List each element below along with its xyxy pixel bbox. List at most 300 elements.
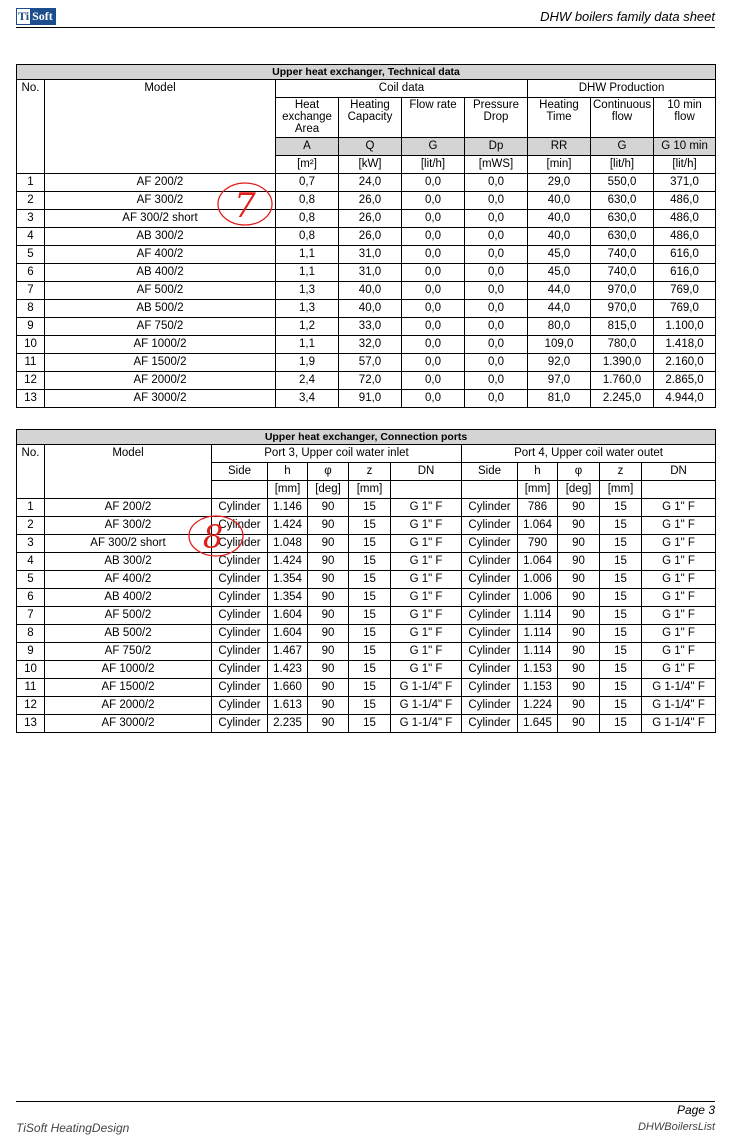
data-cell: 0,0 xyxy=(402,336,465,354)
col-header-unit: [lit/h] xyxy=(402,156,465,174)
data-cell: 1.604 xyxy=(268,625,308,643)
data-cell: 780,0 xyxy=(591,336,654,354)
col-header-symbol: G xyxy=(591,138,654,156)
data-cell: 90 xyxy=(558,697,600,715)
row-number: 1 xyxy=(17,499,45,517)
model-name: AB 400/2 xyxy=(45,264,276,282)
data-cell: 90 xyxy=(308,625,349,643)
data-cell: 15 xyxy=(600,499,642,517)
table-row xyxy=(17,228,716,246)
row-number: 9 xyxy=(17,318,45,336)
data-cell: 15 xyxy=(349,535,391,553)
row-number: 2 xyxy=(17,517,45,535)
model-name: AF 1000/2 xyxy=(45,336,276,354)
data-cell: Cylinder xyxy=(462,679,518,697)
data-cell: 0,0 xyxy=(402,300,465,318)
row-number: 6 xyxy=(17,589,45,607)
table-row xyxy=(17,246,716,264)
data-cell: 90 xyxy=(308,535,349,553)
data-cell: 1.100,0 xyxy=(654,318,716,336)
data-cell: 1.760,0 xyxy=(591,372,654,390)
data-cell: Cylinder xyxy=(462,553,518,571)
table-row xyxy=(17,300,716,318)
row-number: 4 xyxy=(17,228,45,246)
col-header-label: h xyxy=(268,463,308,481)
table-row xyxy=(17,679,716,697)
data-cell: 90 xyxy=(308,571,349,589)
data-cell: 1.114 xyxy=(518,607,558,625)
data-cell: G 1" F xyxy=(642,571,716,589)
col-header-unit: [lit/h] xyxy=(591,156,654,174)
data-cell: 0,0 xyxy=(465,264,528,282)
data-cell: Cylinder xyxy=(462,499,518,517)
data-cell: 40,0 xyxy=(339,300,402,318)
data-cell: Cylinder xyxy=(212,661,268,679)
data-cell: 0,7 xyxy=(276,174,339,192)
data-cell: 15 xyxy=(349,517,391,535)
data-cell: 1.613 xyxy=(268,697,308,715)
data-cell: G 1" F xyxy=(642,661,716,679)
data-cell: 790 xyxy=(518,535,558,553)
logo-part-ti: Ti xyxy=(18,9,30,23)
row-number: 6 xyxy=(17,264,45,282)
data-cell: 1.006 xyxy=(518,571,558,589)
data-cell: 90 xyxy=(308,517,349,535)
handwritten-marker-7 xyxy=(216,180,274,228)
data-cell: 970,0 xyxy=(591,282,654,300)
data-cell: 40,0 xyxy=(528,192,591,210)
data-cell: 0,0 xyxy=(402,354,465,372)
model-name: AB 400/2 xyxy=(45,589,212,607)
footer-divider xyxy=(16,1101,715,1102)
data-cell: 616,0 xyxy=(654,264,716,282)
col-header-model: Model xyxy=(45,445,212,499)
data-cell: Cylinder xyxy=(212,517,268,535)
row-number: 9 xyxy=(17,643,45,661)
data-cell: Cylinder xyxy=(212,715,268,733)
col-header-symbol: Q xyxy=(339,138,402,156)
data-cell: 1,3 xyxy=(276,282,339,300)
data-cell: 90 xyxy=(558,625,600,643)
data-cell: 90 xyxy=(558,643,600,661)
data-cell: 24,0 xyxy=(339,174,402,192)
row-number: 13 xyxy=(17,715,45,733)
data-cell: 616,0 xyxy=(654,246,716,264)
model-name: AF 750/2 xyxy=(45,643,212,661)
data-cell: G 1" F xyxy=(642,499,716,517)
data-cell: 44,0 xyxy=(528,300,591,318)
model-name: AF 300/2 short xyxy=(45,210,276,228)
model-name: AB 500/2 xyxy=(45,625,212,643)
data-cell: 1.354 xyxy=(268,589,308,607)
data-cell: 15 xyxy=(600,553,642,571)
data-cell: Cylinder xyxy=(462,535,518,553)
group-header-coil-data: Coil data xyxy=(276,80,528,98)
col-header-label: Pressure Drop xyxy=(465,98,528,138)
data-cell: 0,0 xyxy=(465,192,528,210)
data-cell: 1.064 xyxy=(518,517,558,535)
row-number: 5 xyxy=(17,246,45,264)
data-cell: 40,0 xyxy=(528,228,591,246)
data-cell: 786 xyxy=(518,499,558,517)
col-header-symbol: A xyxy=(276,138,339,156)
col-header-symbol: G 10 min xyxy=(654,138,716,156)
data-cell: Cylinder xyxy=(212,589,268,607)
table-row xyxy=(17,697,716,715)
data-cell: 33,0 xyxy=(339,318,402,336)
data-cell: 57,0 xyxy=(339,354,402,372)
table-row xyxy=(17,318,716,336)
data-cell: Cylinder xyxy=(212,607,268,625)
col-header-label: DN xyxy=(391,463,462,481)
data-cell: 72,0 xyxy=(339,372,402,390)
col-header-unit: [m²] xyxy=(276,156,339,174)
connection-ports-caption: Upper heat exchanger, Connection ports xyxy=(17,430,716,445)
data-cell: 31,0 xyxy=(339,264,402,282)
data-cell: 92,0 xyxy=(528,354,591,372)
col-header-label: Continuous flow xyxy=(591,98,654,138)
model-name: AF 500/2 xyxy=(45,282,276,300)
model-name: AF 3000/2 xyxy=(45,715,212,733)
data-cell: 15 xyxy=(349,679,391,697)
data-cell: 1.424 xyxy=(268,553,308,571)
col-header-unit xyxy=(212,481,268,499)
data-cell: 90 xyxy=(558,607,600,625)
document-title: DHW boilers family data sheet xyxy=(540,9,715,24)
data-cell: 1.153 xyxy=(518,679,558,697)
col-header-label: DN xyxy=(642,463,716,481)
data-cell: 1.660 xyxy=(268,679,308,697)
data-cell: 90 xyxy=(308,607,349,625)
row-number: 4 xyxy=(17,553,45,571)
data-cell: 109,0 xyxy=(528,336,591,354)
data-cell: 0,8 xyxy=(276,210,339,228)
data-cell: 0,0 xyxy=(465,372,528,390)
row-number: 7 xyxy=(17,282,45,300)
table-row xyxy=(17,282,716,300)
data-cell: 90 xyxy=(308,499,349,517)
data-cell: G 1-1/4" F xyxy=(642,715,716,733)
data-cell: 2,4 xyxy=(276,372,339,390)
data-cell: Cylinder xyxy=(462,607,518,625)
data-cell: 0,0 xyxy=(402,210,465,228)
data-cell: G 1" F xyxy=(391,625,462,643)
technical-data-table xyxy=(16,64,716,408)
model-name: AF 200/2 xyxy=(45,174,276,192)
table-row xyxy=(17,192,716,210)
col-header-label: z xyxy=(600,463,642,481)
data-cell: 15 xyxy=(600,589,642,607)
col-header-label: Heat exchange Area xyxy=(276,98,339,138)
data-cell: Cylinder xyxy=(212,499,268,517)
data-cell: Cylinder xyxy=(212,679,268,697)
data-cell: 15 xyxy=(600,679,642,697)
group-header-dhw-production: DHW Production xyxy=(528,80,716,98)
data-cell: 1.467 xyxy=(268,643,308,661)
table-row xyxy=(17,174,716,192)
table-row xyxy=(17,625,716,643)
data-cell: G 1" F xyxy=(391,589,462,607)
row-number: 10 xyxy=(17,661,45,679)
data-cell: 0,0 xyxy=(402,228,465,246)
data-cell: 32,0 xyxy=(339,336,402,354)
row-number: 1 xyxy=(17,174,45,192)
footer-document-id: DHWBoilersList xyxy=(637,1121,715,1133)
data-cell: Cylinder xyxy=(212,625,268,643)
table-row xyxy=(17,715,716,733)
row-number: 11 xyxy=(17,354,45,372)
col-header-unit: [mWS] xyxy=(465,156,528,174)
data-cell: 769,0 xyxy=(654,282,716,300)
data-cell: 630,0 xyxy=(591,192,654,210)
data-cell: 0,0 xyxy=(402,264,465,282)
data-cell: 90 xyxy=(308,697,349,715)
table-row xyxy=(17,643,716,661)
data-cell: 90 xyxy=(558,499,600,517)
data-cell: 91,0 xyxy=(339,390,402,408)
data-cell: Cylinder xyxy=(462,697,518,715)
data-cell: 15 xyxy=(600,517,642,535)
model-name: AF 300/2 xyxy=(45,517,212,535)
data-cell: G 1" F xyxy=(642,589,716,607)
col-header-model: Model xyxy=(45,80,276,174)
data-cell: 1.146 xyxy=(268,499,308,517)
data-cell: Cylinder xyxy=(462,571,518,589)
col-header-unit xyxy=(642,481,716,499)
data-cell: G 1" F xyxy=(391,571,462,589)
data-cell: 90 xyxy=(558,679,600,697)
data-cell: 40,0 xyxy=(339,282,402,300)
data-cell: 1.064 xyxy=(518,553,558,571)
data-cell: 40,0 xyxy=(528,210,591,228)
data-cell: 15 xyxy=(349,553,391,571)
data-cell: 0,8 xyxy=(276,192,339,210)
data-cell: 15 xyxy=(349,661,391,679)
data-cell: 15 xyxy=(600,697,642,715)
data-cell: 1,1 xyxy=(276,246,339,264)
data-cell: 0,8 xyxy=(276,228,339,246)
data-cell: G 1-1/4" F xyxy=(391,679,462,697)
table-row xyxy=(17,535,716,553)
data-cell: 90 xyxy=(558,517,600,535)
data-cell: G 1" F xyxy=(642,625,716,643)
page-number: Page 3 xyxy=(676,1103,715,1117)
data-cell: 1.224 xyxy=(518,697,558,715)
model-name: AF 1500/2 xyxy=(45,354,276,372)
data-cell: 90 xyxy=(558,571,600,589)
data-cell: 0,0 xyxy=(465,246,528,264)
col-header-label: Side xyxy=(462,463,518,481)
table-row xyxy=(17,210,716,228)
table-row xyxy=(17,517,716,535)
data-cell: 45,0 xyxy=(528,264,591,282)
col-header-unit xyxy=(391,481,462,499)
data-cell: G 1" F xyxy=(391,643,462,661)
data-cell: 81,0 xyxy=(528,390,591,408)
col-header-unit xyxy=(462,481,518,499)
model-name: AF 3000/2 xyxy=(45,390,276,408)
row-number: 10 xyxy=(17,336,45,354)
data-cell: 0,0 xyxy=(402,174,465,192)
data-cell: 630,0 xyxy=(591,210,654,228)
data-cell: 1.645 xyxy=(518,715,558,733)
group-header-port4: Port 4, Upper coil water outet xyxy=(462,445,716,463)
data-cell: 15 xyxy=(600,571,642,589)
data-cell: 1,3 xyxy=(276,300,339,318)
connection-ports-table xyxy=(16,429,716,733)
data-cell: Cylinder xyxy=(462,589,518,607)
data-cell: G 1" F xyxy=(391,535,462,553)
col-header-label: 10 min flow xyxy=(654,98,716,138)
data-cell: G 1" F xyxy=(642,607,716,625)
data-cell: G 1" F xyxy=(642,643,716,661)
data-cell: 371,0 xyxy=(654,174,716,192)
data-cell: 0,0 xyxy=(465,318,528,336)
data-cell: Cylinder xyxy=(462,625,518,643)
data-cell: 970,0 xyxy=(591,300,654,318)
footer-product-name: TiSoft HeatingDesign xyxy=(16,1121,130,1135)
data-cell: Cylinder xyxy=(462,715,518,733)
data-cell: 486,0 xyxy=(654,192,716,210)
table-row xyxy=(17,264,716,282)
data-cell: 2.245,0 xyxy=(591,390,654,408)
table-row xyxy=(17,336,716,354)
data-cell: G 1" F xyxy=(391,661,462,679)
table-row xyxy=(17,607,716,625)
col-header-label: Heating Capacity xyxy=(339,98,402,138)
data-cell: Cylinder xyxy=(212,535,268,553)
data-cell: Cylinder xyxy=(462,643,518,661)
data-cell: 0,0 xyxy=(465,390,528,408)
table-row xyxy=(17,372,716,390)
row-number: 3 xyxy=(17,535,45,553)
data-cell: 90 xyxy=(558,553,600,571)
data-cell: 0,0 xyxy=(465,354,528,372)
marker-label: 7 xyxy=(234,186,256,226)
data-cell: 1.424 xyxy=(268,517,308,535)
data-cell: G 1" F xyxy=(391,553,462,571)
data-cell: 97,0 xyxy=(528,372,591,390)
data-cell: 1.418,0 xyxy=(654,336,716,354)
data-cell: 15 xyxy=(349,715,391,733)
model-name: AF 1500/2 xyxy=(45,679,212,697)
data-cell: G 1" F xyxy=(642,517,716,535)
row-number: 8 xyxy=(17,625,45,643)
model-name: AF 1000/2 xyxy=(45,661,212,679)
row-number: 12 xyxy=(17,372,45,390)
data-cell: 90 xyxy=(308,679,349,697)
data-cell: 15 xyxy=(349,625,391,643)
data-cell: 90 xyxy=(308,661,349,679)
data-cell: 90 xyxy=(308,643,349,661)
model-name: AB 300/2 xyxy=(45,228,276,246)
data-cell: 26,0 xyxy=(339,228,402,246)
handwritten-marker-8 xyxy=(187,513,245,559)
data-cell: 740,0 xyxy=(591,264,654,282)
data-cell: 0,0 xyxy=(465,300,528,318)
data-cell: 80,0 xyxy=(528,318,591,336)
data-cell: G 1-1/4" F xyxy=(391,715,462,733)
row-number: 3 xyxy=(17,210,45,228)
table-row xyxy=(17,589,716,607)
col-header-unit: [min] xyxy=(528,156,591,174)
data-cell: G 1-1/4" F xyxy=(642,679,716,697)
data-cell: 15 xyxy=(349,643,391,661)
model-name: AF 300/2 xyxy=(45,192,276,210)
data-cell: Cylinder xyxy=(212,571,268,589)
table-row xyxy=(17,354,716,372)
data-cell: Cylinder xyxy=(212,643,268,661)
data-cell: 15 xyxy=(349,607,391,625)
data-cell: 1,2 xyxy=(276,318,339,336)
data-cell: 44,0 xyxy=(528,282,591,300)
data-cell: 1.153 xyxy=(518,661,558,679)
col-header-symbol: G xyxy=(402,138,465,156)
data-cell: 90 xyxy=(308,589,349,607)
technical-data-caption: Upper heat exchanger, Technical data xyxy=(17,65,716,80)
data-cell: Cylinder xyxy=(462,661,518,679)
data-cell: 1,9 xyxy=(276,354,339,372)
data-cell: 15 xyxy=(349,499,391,517)
data-cell: 2.160,0 xyxy=(654,354,716,372)
model-name: AF 300/2 short xyxy=(45,535,212,553)
row-number: 2 xyxy=(17,192,45,210)
row-number: 7 xyxy=(17,607,45,625)
data-cell: 15 xyxy=(600,535,642,553)
model-name: AF 2000/2 xyxy=(45,697,212,715)
col-header-unit: [mm] xyxy=(600,481,642,499)
data-cell: 90 xyxy=(558,715,600,733)
data-cell: 0,0 xyxy=(465,174,528,192)
data-cell: 1.390,0 xyxy=(591,354,654,372)
data-cell: 90 xyxy=(308,715,349,733)
data-cell: 15 xyxy=(600,715,642,733)
table-row xyxy=(17,661,716,679)
col-header-unit: [kW] xyxy=(339,156,402,174)
data-cell: 1.423 xyxy=(268,661,308,679)
data-cell: 1.114 xyxy=(518,625,558,643)
group-header-port3: Port 3, Upper coil water inlet xyxy=(212,445,462,463)
model-name: AB 500/2 xyxy=(45,300,276,318)
table-row xyxy=(17,553,716,571)
row-number: 5 xyxy=(17,571,45,589)
data-cell: 15 xyxy=(600,625,642,643)
table-row xyxy=(17,499,716,517)
data-cell: 815,0 xyxy=(591,318,654,336)
row-number: 11 xyxy=(17,679,45,697)
col-header-unit: [mm] xyxy=(518,481,558,499)
data-cell: 4.944,0 xyxy=(654,390,716,408)
model-name: AF 200/2 xyxy=(45,499,212,517)
data-cell: 1,1 xyxy=(276,264,339,282)
data-cell: 90 xyxy=(558,661,600,679)
data-cell: 1.006 xyxy=(518,589,558,607)
col-header-unit: [lit/h] xyxy=(654,156,716,174)
data-cell: 1.048 xyxy=(268,535,308,553)
data-cell: 15 xyxy=(600,643,642,661)
data-cell: 15 xyxy=(349,697,391,715)
data-cell: 0,0 xyxy=(402,282,465,300)
data-cell: 31,0 xyxy=(339,246,402,264)
data-cell: 740,0 xyxy=(591,246,654,264)
data-cell: 769,0 xyxy=(654,300,716,318)
table-row xyxy=(17,390,716,408)
data-cell: G 1" F xyxy=(391,607,462,625)
col-header-label: Side xyxy=(212,463,268,481)
row-number: 13 xyxy=(17,390,45,408)
data-cell: 26,0 xyxy=(339,210,402,228)
col-header-label: φ xyxy=(308,463,349,481)
